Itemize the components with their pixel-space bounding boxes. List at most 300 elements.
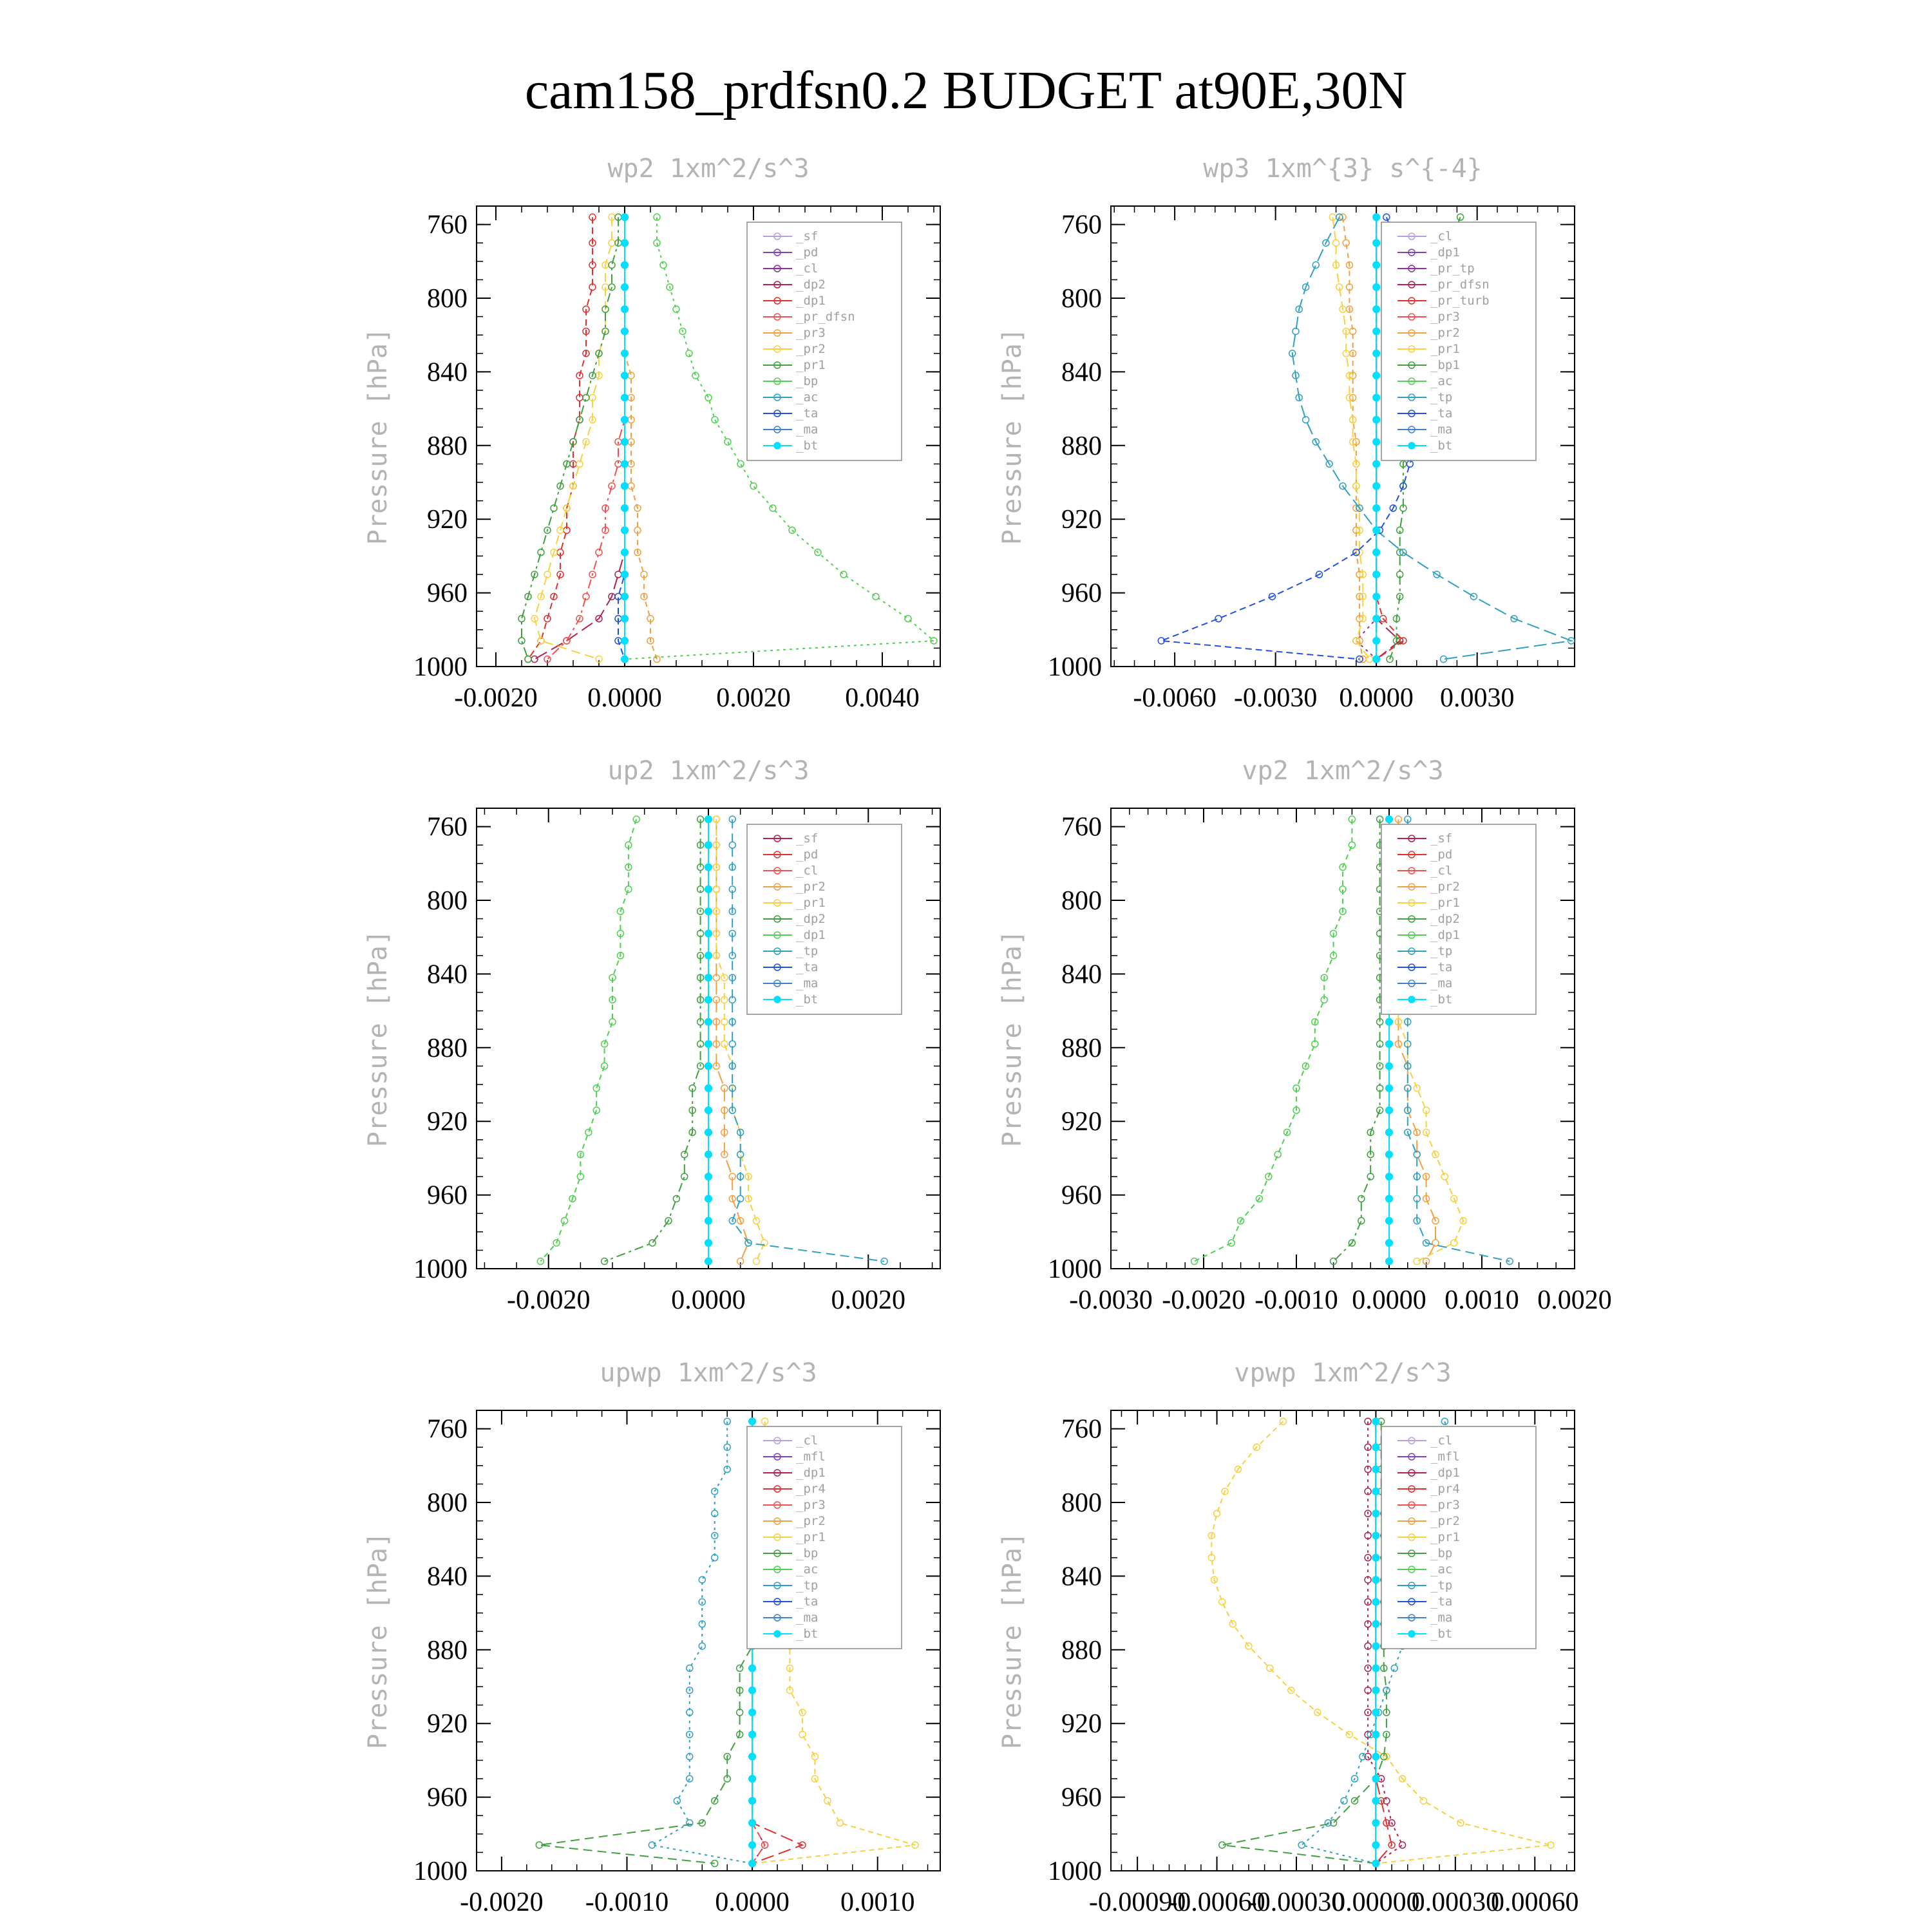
series-line xyxy=(1332,217,1369,659)
series-point xyxy=(712,417,718,423)
series-point xyxy=(621,656,629,663)
series-point xyxy=(1372,1598,1379,1605)
legend-label: _bt xyxy=(796,439,819,453)
y-tick-label: 800 xyxy=(427,1488,468,1518)
series-line xyxy=(528,217,592,659)
legend-label: _cl xyxy=(796,261,819,276)
series-point xyxy=(1372,1443,1379,1451)
legend-label: _dp1 xyxy=(1430,245,1460,260)
series-point xyxy=(1451,1240,1457,1246)
series-point xyxy=(1414,1085,1420,1092)
legend-label: _tp xyxy=(796,1578,819,1593)
series-point xyxy=(1385,1258,1393,1265)
series-point xyxy=(1432,1240,1439,1246)
y-tick-label: 840 xyxy=(1061,960,1102,990)
series-point xyxy=(705,1018,712,1026)
series-point xyxy=(621,350,629,357)
legend-label: _pr3 xyxy=(1430,1498,1460,1512)
legend-label: _pr4 xyxy=(796,1482,826,1496)
series-point xyxy=(748,1753,756,1761)
legend-label: _pr1 xyxy=(1430,1530,1460,1544)
legend-marker xyxy=(1408,1631,1415,1637)
series-point xyxy=(1420,1797,1426,1804)
y-tick-label: 880 xyxy=(1061,1635,1102,1665)
panel-4 xyxy=(998,756,1612,1315)
panel-5 xyxy=(363,1358,940,1917)
legend-label: _cl xyxy=(1430,1434,1453,1448)
series-point xyxy=(681,1173,688,1180)
series-point xyxy=(1372,656,1380,663)
legend-label: _pr2 xyxy=(796,1514,826,1528)
legend-marker xyxy=(1408,996,1415,1003)
series-point xyxy=(1372,1466,1379,1473)
series-point xyxy=(748,1797,756,1804)
legend-label: _dp1 xyxy=(796,294,826,308)
panel-3 xyxy=(363,756,940,1315)
series-point xyxy=(1372,549,1380,556)
x-tick-label: 0.0000 xyxy=(1339,683,1414,713)
panel-title: wp3 1xm^{3} s^{-4} xyxy=(1203,154,1482,184)
series-point xyxy=(1372,1531,1379,1539)
series-point xyxy=(721,1041,728,1047)
legend-label: _pr3 xyxy=(1430,310,1460,324)
series-point xyxy=(621,504,629,512)
legend-label: _bt xyxy=(1430,1627,1453,1641)
legend-label: _cl xyxy=(1430,864,1453,878)
series-point xyxy=(621,327,629,335)
series-point xyxy=(1372,261,1380,269)
series-point xyxy=(585,1129,592,1135)
series-point xyxy=(1391,1665,1397,1671)
series-point xyxy=(621,637,629,645)
legend-label: _pr1 xyxy=(796,358,826,372)
y-tick-label: 840 xyxy=(427,960,468,990)
series-point xyxy=(673,1195,679,1202)
legend-label: _ma xyxy=(1430,1611,1453,1625)
series-line xyxy=(625,217,657,659)
legend-label: _ac xyxy=(1430,374,1453,388)
y-tick-label: 960 xyxy=(427,1180,468,1211)
series-point xyxy=(1349,842,1355,848)
series-point xyxy=(705,815,712,823)
series-point xyxy=(531,656,538,663)
legend-label: _ta xyxy=(796,406,819,421)
y-tick-label: 1000 xyxy=(413,652,468,682)
legend-label: _pd xyxy=(796,245,819,260)
legend-label: _pr1 xyxy=(1430,896,1460,910)
series-point xyxy=(837,1820,843,1826)
series-point xyxy=(699,1643,705,1649)
series-point xyxy=(799,1731,806,1738)
legend-label: _ma xyxy=(1430,976,1453,990)
y-tick-label: 1000 xyxy=(1048,652,1102,682)
y-tick-label: 800 xyxy=(1061,886,1102,916)
legend-label: _pr2 xyxy=(796,880,826,894)
legend-label: _bt xyxy=(1430,439,1453,453)
legend-label: _tp xyxy=(1430,1578,1453,1593)
series-point xyxy=(1333,240,1340,246)
series-point xyxy=(1372,504,1380,512)
series-point xyxy=(1372,460,1380,468)
legend-label: _bp xyxy=(796,374,819,388)
legend-label: _cl xyxy=(796,1434,819,1448)
series-point xyxy=(705,996,712,1003)
legend-marker xyxy=(774,996,781,1003)
legend-label: _bp1 xyxy=(1430,358,1460,372)
series-point xyxy=(705,1062,712,1070)
series-point xyxy=(1457,214,1464,220)
series-point xyxy=(1267,1665,1273,1671)
series-line xyxy=(1195,819,1352,1261)
y-tick-label: 920 xyxy=(427,1709,468,1739)
y-tick-label: 960 xyxy=(1061,1180,1102,1211)
legend-marker xyxy=(1408,442,1415,449)
series-point xyxy=(748,1709,756,1716)
legend-label: _dp2 xyxy=(796,912,826,926)
x-tick-label: 0.0000 xyxy=(671,1285,746,1315)
series-point xyxy=(1372,1775,1379,1783)
x-tick-label: 0.00060 xyxy=(1491,1888,1579,1917)
legend-label: _pd xyxy=(796,848,819,862)
y-tick-label: 800 xyxy=(427,284,468,314)
series-point xyxy=(1372,1620,1379,1628)
series-point xyxy=(681,1151,688,1158)
y-tick-label: 960 xyxy=(1061,1783,1102,1813)
series-point xyxy=(1191,1258,1198,1265)
series-point xyxy=(705,1040,712,1048)
series-point xyxy=(840,571,847,578)
series-point xyxy=(1372,1753,1379,1761)
legend-label: _dp1 xyxy=(1430,1466,1460,1480)
series-point xyxy=(609,1019,616,1025)
series-point xyxy=(1441,1173,1448,1180)
legend-marker xyxy=(774,442,781,449)
legend-label: _tp xyxy=(1430,390,1453,404)
series-point xyxy=(1372,1730,1379,1738)
series-point xyxy=(1399,1842,1406,1848)
series-point xyxy=(1298,1842,1305,1848)
series-point xyxy=(1383,214,1390,220)
legend-label: _pr2 xyxy=(1430,880,1460,894)
series-point xyxy=(621,438,629,446)
series-point xyxy=(1372,438,1380,446)
series-point xyxy=(1367,1173,1374,1180)
legend-marker xyxy=(774,1631,781,1637)
y-axis-label: Pressure [hPa] xyxy=(998,1531,1027,1750)
series-point xyxy=(621,526,629,534)
series-point xyxy=(1372,1687,1379,1694)
legend-label: _pr_tp xyxy=(1430,261,1475,276)
y-axis-label: Pressure [hPa] xyxy=(363,929,393,1148)
legend-label: _bt xyxy=(796,1627,819,1641)
series-point xyxy=(621,592,629,600)
series-point xyxy=(1372,1841,1379,1849)
series-point xyxy=(705,952,712,960)
y-tick-label: 920 xyxy=(427,505,468,535)
y-tick-label: 800 xyxy=(1061,284,1102,314)
legend-label: _mfl xyxy=(1430,1450,1460,1464)
series-point xyxy=(824,1797,831,1804)
series-point xyxy=(1372,1510,1379,1517)
panel-title: upwp 1xm^2/s^3 xyxy=(600,1358,817,1388)
series-point xyxy=(1372,393,1380,401)
x-tick-label: -0.0020 xyxy=(454,683,538,713)
legend-label: _pr2 xyxy=(796,342,826,356)
series-line xyxy=(535,217,625,659)
legend-label: _sf xyxy=(1430,831,1453,846)
series-point xyxy=(621,571,629,578)
legend-label: _ac xyxy=(796,390,819,404)
series-point xyxy=(705,841,712,849)
series-point xyxy=(1274,1151,1281,1158)
series-point xyxy=(1372,592,1380,600)
series-point xyxy=(737,1195,744,1202)
series-point xyxy=(562,1218,568,1224)
legend-box xyxy=(747,222,902,460)
y-tick-label: 840 xyxy=(1061,1562,1102,1592)
series-point xyxy=(621,305,629,313)
legend-label: _pr3 xyxy=(796,1498,826,1512)
series-point xyxy=(621,393,629,401)
series-point xyxy=(748,1730,756,1738)
series-point xyxy=(1372,1860,1379,1868)
x-tick-label: -0.0020 xyxy=(1162,1285,1245,1315)
y-axis-label: Pressure [hPa] xyxy=(998,327,1027,545)
series-point xyxy=(1372,1797,1379,1804)
series-point xyxy=(724,439,731,445)
legend-label: _ta xyxy=(1430,406,1453,421)
series-point xyxy=(621,213,629,221)
series-point xyxy=(705,974,712,981)
legend-label: _bt xyxy=(796,992,819,1007)
series-point xyxy=(1385,1018,1393,1026)
series-point xyxy=(1372,283,1380,291)
series-point xyxy=(1385,1173,1393,1180)
series-point xyxy=(1341,1797,1347,1804)
x-tick-label: 0.00000 xyxy=(1332,1888,1420,1917)
y-tick-label: 880 xyxy=(427,1635,468,1665)
legend-label: _pd xyxy=(1430,848,1453,862)
figure-title: cam158_prdfsn0.2 BUDGET at90E,30N xyxy=(524,61,1408,120)
series-point xyxy=(1385,1195,1393,1202)
series-point xyxy=(1385,1239,1393,1247)
series-point xyxy=(1385,1106,1393,1114)
legend-label: _pr2 xyxy=(1430,1514,1460,1528)
series-point xyxy=(1372,1554,1379,1562)
y-tick-label: 920 xyxy=(1061,1709,1102,1739)
series-point xyxy=(1372,1417,1379,1425)
series-point xyxy=(750,483,757,489)
legend-label: _sf xyxy=(796,229,819,243)
y-tick-label: 800 xyxy=(427,886,468,916)
panel-1 xyxy=(363,154,940,713)
y-tick-label: 840 xyxy=(427,1562,468,1592)
series-point xyxy=(1303,417,1309,423)
series-point xyxy=(625,886,632,893)
y-tick-label: 1000 xyxy=(1048,1857,1102,1886)
x-tick-label: 0.0040 xyxy=(845,683,920,713)
series-point xyxy=(705,394,712,401)
series-point xyxy=(1414,1258,1420,1265)
series-point xyxy=(1358,1195,1365,1202)
series-point xyxy=(1372,526,1380,534)
x-tick-label: -0.0010 xyxy=(585,1888,669,1917)
legend-label: _cl xyxy=(1430,229,1453,243)
series-point xyxy=(1372,615,1380,623)
series-point xyxy=(748,1841,756,1849)
series-line xyxy=(605,819,701,1261)
y-tick-label: 800 xyxy=(1061,1488,1102,1518)
legend-label: _pr2 xyxy=(1430,326,1460,340)
series-point xyxy=(1372,213,1380,221)
series-point xyxy=(593,1085,600,1092)
legend-label: _ma xyxy=(1430,422,1453,437)
y-tick-label: 920 xyxy=(1061,505,1102,535)
series-point xyxy=(1372,1664,1379,1672)
legend-label: _bp xyxy=(796,1546,819,1560)
series-point xyxy=(1385,1062,1393,1070)
legend-label: _ma xyxy=(796,1611,819,1625)
legend-label: _pr1 xyxy=(796,896,826,910)
legend-label: _pr3 xyxy=(796,326,826,340)
series-point xyxy=(621,239,629,247)
series-point xyxy=(1385,1040,1393,1048)
series-point xyxy=(1372,1576,1379,1584)
x-tick-label: 0.0020 xyxy=(831,1285,906,1315)
series-point xyxy=(705,907,712,915)
series-point xyxy=(905,616,911,622)
series-point xyxy=(1372,637,1380,645)
y-tick-label: 1000 xyxy=(1048,1255,1102,1284)
series-point xyxy=(705,864,712,871)
y-tick-label: 920 xyxy=(1061,1107,1102,1137)
series-point xyxy=(873,593,879,600)
x-tick-label: -0.00090 xyxy=(1088,1888,1186,1917)
panel-title: up2 1xm^2/s^3 xyxy=(607,756,810,786)
x-tick-label: 0.0030 xyxy=(1439,683,1515,713)
legend-label: _ta xyxy=(796,960,819,974)
legend-label: _ma xyxy=(796,422,819,437)
x-tick-label: 0.0020 xyxy=(1537,1285,1612,1315)
panel-title: vpwp 1xm^2/s^3 xyxy=(1234,1358,1452,1388)
series-point xyxy=(1372,1488,1379,1495)
series-point xyxy=(1385,1151,1393,1159)
y-axis-label: Pressure [hPa] xyxy=(363,327,393,545)
y-axis-label: Pressure [hPa] xyxy=(363,1531,393,1750)
series-point xyxy=(737,1665,743,1671)
y-tick-label: 840 xyxy=(1061,357,1102,388)
series-point xyxy=(1385,1128,1393,1136)
series-point xyxy=(1372,350,1380,357)
y-tick-label: 840 xyxy=(427,357,468,388)
legend-label: _dp1 xyxy=(1430,928,1460,942)
series-point xyxy=(753,1218,759,1224)
y-tick-label: 760 xyxy=(1061,210,1102,240)
series-point xyxy=(649,1240,656,1246)
legend-label: _pr_dfsn xyxy=(796,310,855,324)
y-tick-label: 920 xyxy=(427,1107,468,1137)
legend-label: _ma xyxy=(796,976,819,990)
legend-label: _dp2 xyxy=(1430,912,1460,926)
series-point xyxy=(705,1195,712,1202)
series-point xyxy=(705,1217,712,1225)
x-tick-label: 0.0020 xyxy=(716,683,791,713)
y-tick-label: 880 xyxy=(1061,431,1102,461)
legend-label: _cl xyxy=(796,864,819,878)
legend-label: _ac xyxy=(1430,1562,1453,1577)
series-point xyxy=(1280,1418,1286,1425)
x-tick-label: 0.0010 xyxy=(1444,1285,1519,1315)
series-point xyxy=(1385,1084,1393,1092)
series-point xyxy=(748,1417,756,1425)
legend-label: _bp xyxy=(1430,1546,1453,1560)
y-tick-label: 1000 xyxy=(413,1255,468,1284)
legend-label: _mfl xyxy=(796,1450,826,1464)
x-tick-label: -0.00030 xyxy=(1247,1888,1345,1917)
x-tick-label: 0.0010 xyxy=(840,1888,915,1917)
series-point xyxy=(621,482,629,490)
y-tick-label: 1000 xyxy=(413,1857,468,1886)
x-tick-label: -0.0030 xyxy=(1233,683,1318,713)
series-line xyxy=(522,217,618,659)
series-point xyxy=(621,615,629,623)
y-tick-label: 880 xyxy=(427,1033,468,1063)
series-point xyxy=(753,1258,759,1265)
series-point xyxy=(1312,262,1319,269)
legend-label: _ac xyxy=(796,1562,819,1577)
legend-label: _dp1 xyxy=(796,1466,826,1480)
series-point xyxy=(748,1687,756,1694)
y-tick-label: 880 xyxy=(427,431,468,461)
series-point xyxy=(705,1239,712,1247)
series-point xyxy=(748,1664,756,1672)
series-point xyxy=(1372,482,1380,490)
series-point xyxy=(705,1173,712,1180)
series-point xyxy=(737,460,744,467)
x-tick-label: 0.0000 xyxy=(715,1888,790,1917)
legend-label: _tp xyxy=(1430,944,1453,958)
series-point xyxy=(705,929,712,937)
legend-label: _dp1 xyxy=(796,928,826,942)
legend-label: _pr4 xyxy=(1430,1482,1460,1496)
legend-label: _pr1 xyxy=(1430,342,1460,356)
legend-label: _sf xyxy=(796,831,819,846)
series-line xyxy=(1334,819,1380,1261)
series-line xyxy=(540,819,636,1261)
series-point xyxy=(811,1754,818,1760)
series-point xyxy=(1219,1598,1226,1605)
y-tick-label: 760 xyxy=(1061,812,1102,842)
series-point xyxy=(601,1063,608,1069)
series-point xyxy=(1367,656,1373,663)
x-tick-label: -0.00060 xyxy=(1168,1888,1265,1917)
y-tick-label: 760 xyxy=(427,812,468,842)
panel-2 xyxy=(998,154,1575,713)
series-point xyxy=(770,505,776,511)
series-point xyxy=(1372,327,1380,335)
series-line xyxy=(1222,1421,1387,1863)
series-point xyxy=(705,1084,712,1092)
panel-6 xyxy=(998,1358,1579,1917)
series-line xyxy=(539,1421,752,1863)
series-point xyxy=(705,1106,712,1114)
series-point xyxy=(1372,416,1380,424)
x-tick-label: 0.0000 xyxy=(587,683,662,713)
series-point xyxy=(748,1775,756,1783)
legend-label: _tp xyxy=(796,944,819,958)
x-tick-label: -0.0020 xyxy=(506,1285,591,1315)
x-tick-label: -0.0060 xyxy=(1133,683,1217,713)
